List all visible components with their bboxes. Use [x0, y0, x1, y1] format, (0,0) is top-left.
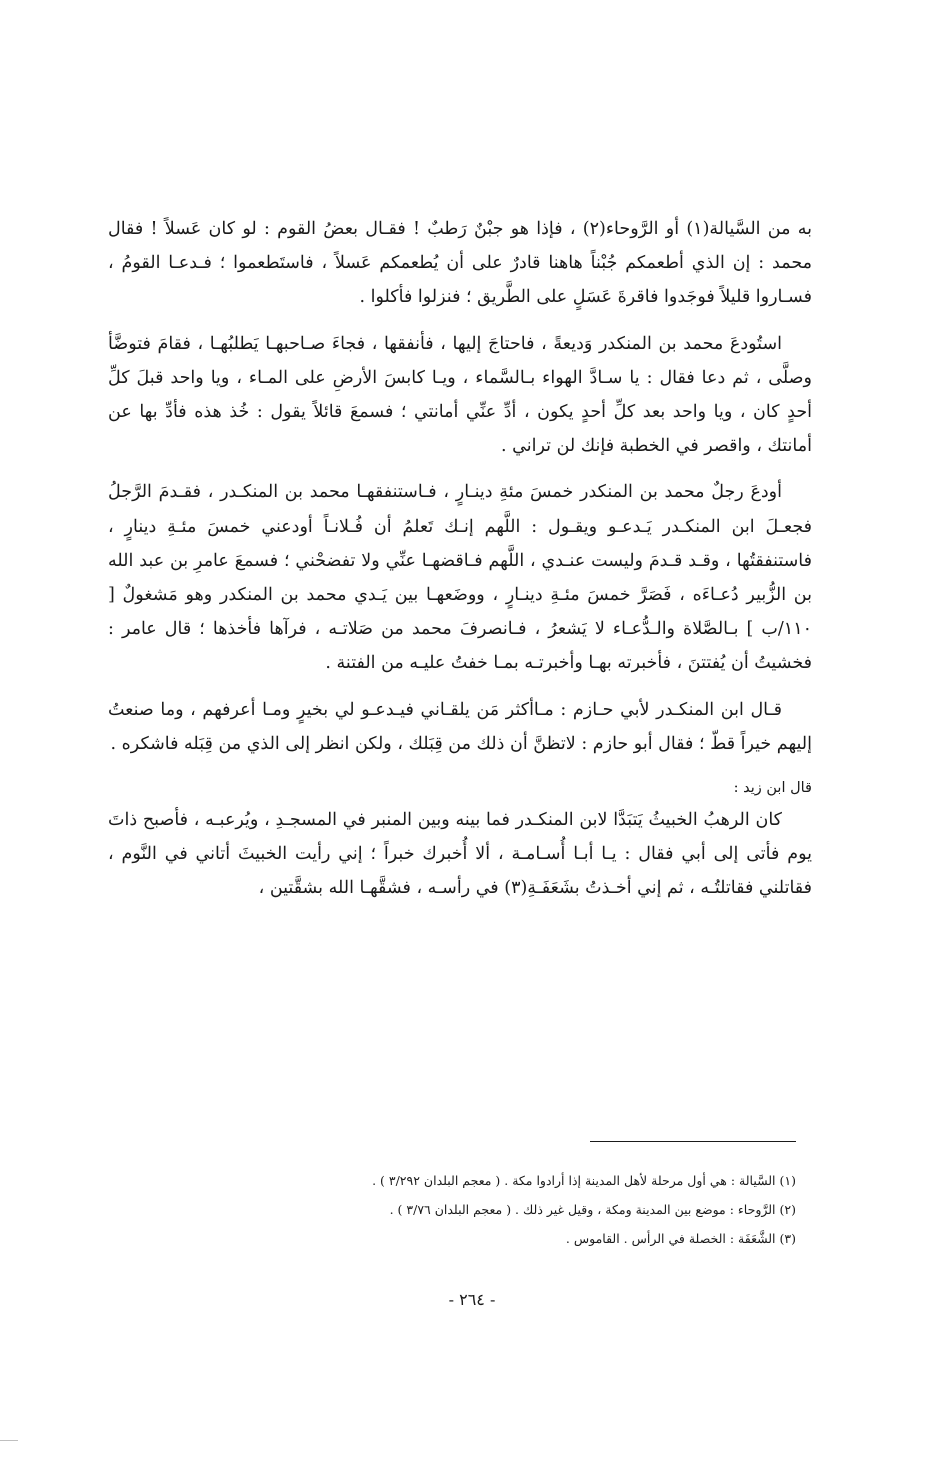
page-number: - ٢٦٤ -	[448, 1290, 496, 1309]
footnote-3: (٣) الشَّعَفَة : الخصلة في الرأس . القاموس .	[565, 1231, 796, 1246]
main-text	[108, 212, 812, 918]
section-heading: قال ابن زيد :	[733, 780, 812, 797]
paragraph-1: به من السَّيالة(١) أو الرَّوحاء(٢) ، فإذا هو جبْنٌ رَطبٌ ! فقـال بعضُ القوم : لو كان عَسلاً ! فقال محمد : إن الذي أطعمكم جُبْناً هاهنا قادرٌ على أن يُطعمكم عَسلاً ، فاستَطعموا ؛ فـدعـا القومُ ، فسـاروا قليلاً فوجَدوا فاقرةَ عَسَلٍ على الطَّريق ؛ فنزلوا فأكلوا .	[108, 219, 812, 308]
paragraph-2: استُودعَ محمد بن المنكدر وَديعةً ، فاحتاجَ إليها ، فأنفقها ، فجاءَ صـاحبهـا يَطلبُهـا ، فقامَ فتوضَّأ وصلَّى ، ثم دعا فقال : يا سـادَّ الهواء بـالسَّماء ، ويـا كابسَ الأرضِ على المـاء ، ويا واحد قبلَ كلِّ أحدٍ كان ، ويا واحد بعد كلِّ أحدٍ يكون ، أدِّ عنِّي أمانتي ؛ فسمعَ قائلاً يقول : خُذ هذه فأدِّ بها عن أمانتك ، واقصر في الخطبة فإنك لن تراني .	[108, 333, 812, 457]
scan-edge-mark	[0, 1440, 18, 1441]
paragraph-4: قـال ابن المنكـدر لأبي حـازم : مـاأكثر مَن يلقـاني فيـدعـو لي بخيرٍ ومـا أعرفهم ، وما صنعتُ إليهم خيراً قطّ ؛ فقال أبو حازم : لاتظنَّ أن ذلك من قِبَلك ، ولكن انظر إلى الذي من قِبَله فاشكره .	[108, 699, 812, 754]
footnote-1: (١) السَّيالة : هي أول مرحلة لأهل المدينة إذا أرادوا مكة . ( معجم البلدان ٣/٢٩٢ ) .	[372, 1173, 796, 1188]
footnote-divider	[590, 1141, 796, 1142]
footnotes	[140, 1166, 796, 1253]
footnote-2: (٢) الرَّوحاء : موضع بين المدينة ومكة ، وقيل غير ذلك . ( معجم البلدان ٣/٧٦ ) .	[389, 1202, 796, 1217]
paragraph-3: أودعَ رجلٌ محمد بن المنكدر خمسَ مئةِ دينـارٍ ، فـاستنفقهـا محمد بن المنكـدر ، فقـدمَ الرَّجلُ فجعـلَ ابن المنكـدر يَـدعـو ويقـول : اللَّهم إنـك تَعلمُ أن فُـلانـاً أودعني خمسَ مئـةِ دينارٍ ، فاستنفقتُها ، وقـد قـدمَ وليست عنـدي ، اللَّهم فـاقضهـا عنِّي ولا تفضحْني ؛ فسمعَ عامرِ بن عبد الله بن الزُّبير دُعـاءَه ، فَصَرَّ خمسَ مئـةِ دينـارٍ ، ووضَعهـا بين يَـدي محمد بن المنكدر وهو مَشغولٌ [ ١١٠/ب ] بـالصَّلاة والـدُّعـاء لا يَشعرُ ، فـانصرفَ محمد من صَلاتـه ، فرآها فأخذها ؛ قال عامر : فخشيتُ أن يُفتتنَ ، فأخبرته بهـا وأخبرتـه بمـا خفتُ عليـه من الفتنة .	[108, 482, 812, 674]
paragraph-5: كان الرهبُ الخبيثُ يَتبَدَّا لابن المنكـدر فما بينه وبين المنبر في المسجـدِ ، ويُرعبـه ، فأصبح ذاتَ يوم فأتى إلى أبي فقال : يـا أبـا أُسـامـة ، ألا أُخبرك خبراً ؛ إني رأيت الخبيثَ أتاني في النَّوم ، فقاتلني فقاتلتُـه ، ثم إني أخـذتُ بشَعَفَـةِ(٣) في رأسـه ، فشقَّهـا الله بشقَّتين ،	[108, 810, 812, 899]
